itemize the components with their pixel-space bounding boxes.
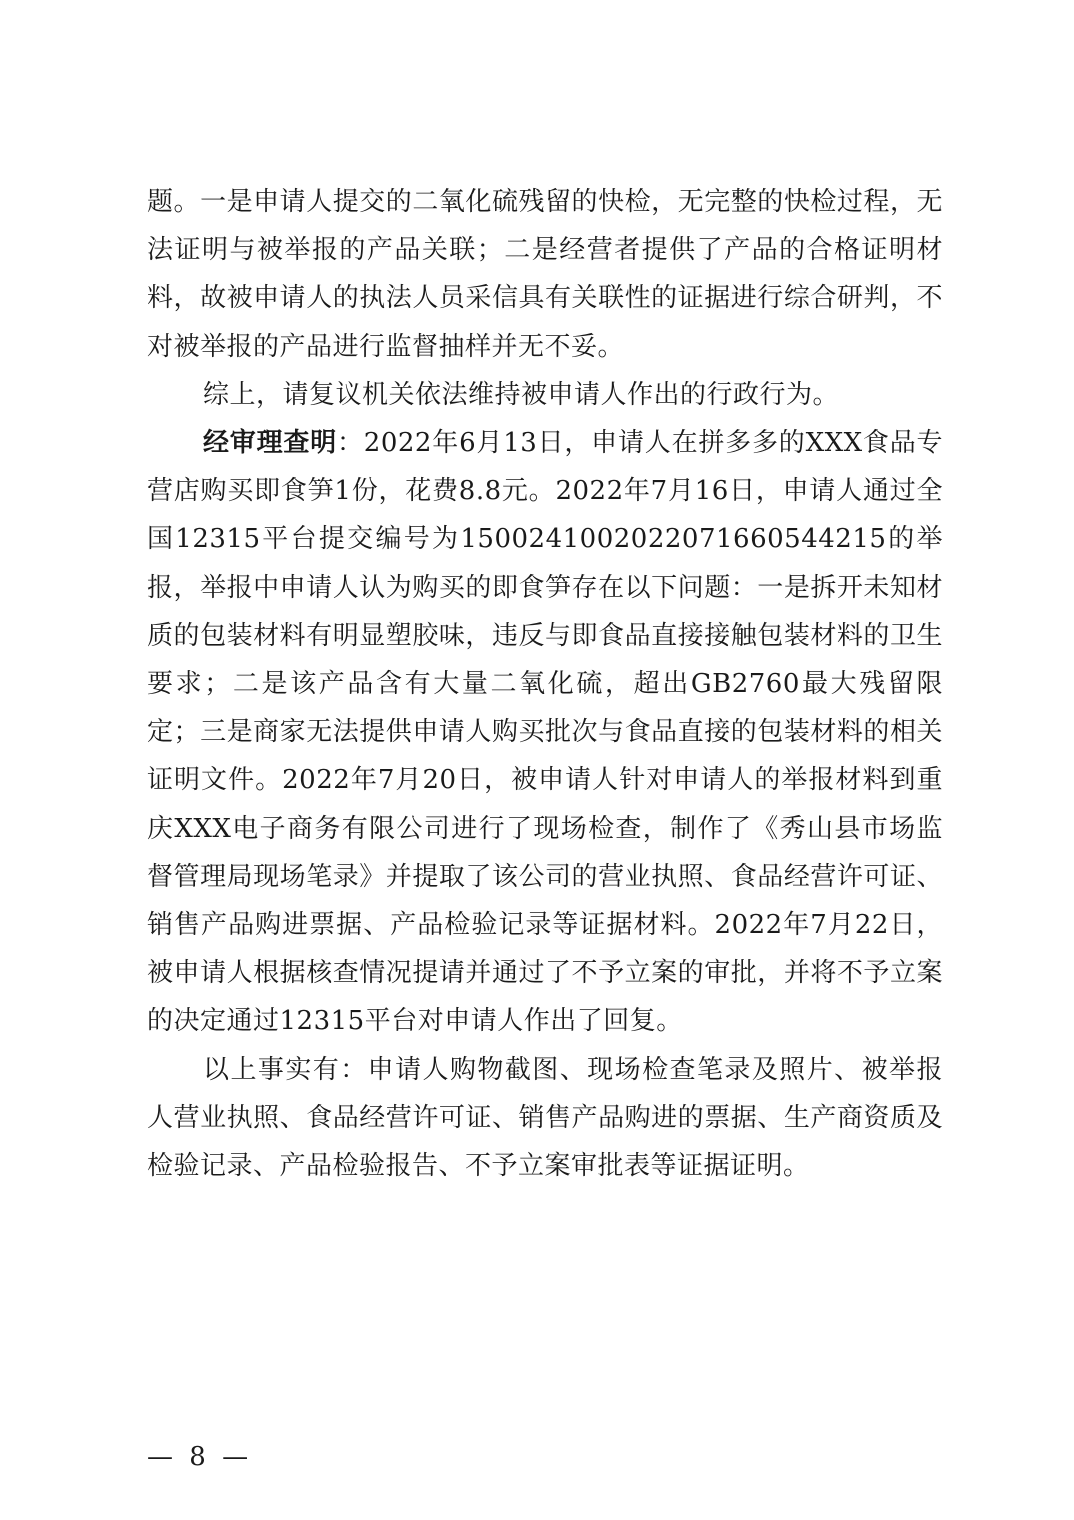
paragraph-evidence: 以上事实有：申请人购物截图、现场检查笔录及照片、被举报人营业执照、食品经营许可证、销售产品购进的票据、生产商资质及检验记录、产品检验报告、不予立案审批表等证据证明。 [147,1054,943,1182]
paragraph-conclusion: 综上，请复议机关依法维持被申请人作出的行政行为。 [203,379,840,410]
document-body [147,178,943,1190]
findings-text: ：2022年6月13日，申请人在拼多多的XXX食品专营店购买即食笋1份，花费8.8元。2022年7月16日，申请人通过全国12315平台提交编号为1500241002022071660544215的举报，举报中申请人认为购买的即食笋存在以下问题：一是拆开未知材质的包装材料有明显塑胶味，违反与即食品直接接触包装材料的卫生要求；二是该产品含有大量二氧化硫，超出GB2760最大残留限定；三是商家无法提供申请人购买批次与食品直接的包装材料的相关证明文件。2022年7月20日，被申请人针对申请人的举报材料到重庆XXX电子商务有限公司进行了现场检查，制作了《秀山县市场监督管理局现场笔录》并提取了该公司的营业执照、食品经营许可证、销售产品购进票据、产品检验记录等证据材料。2022年7月22日，被申请人根据核查情况提请并通过了不予立案的审批，并将不予立案的决定通过12315平台对申请人作出了回复。 [147,428,943,1037]
paragraph-findings [147,419,943,1046]
page-number: — 8 — [147,1442,253,1472]
paragraph-continuation: 题。一是申请人提交的二氧化硫残留的快检，无完整的快检过程，无法证明与被举报的产品关联；二是经营者提供了产品的合格证明材料，故被申请人的执法人员采信具有关联性的证据进行综合研判，不对被举报的产品进行监督抽样并无不妥。 [147,187,943,362]
findings-heading: 经审理查明 [203,428,337,459]
